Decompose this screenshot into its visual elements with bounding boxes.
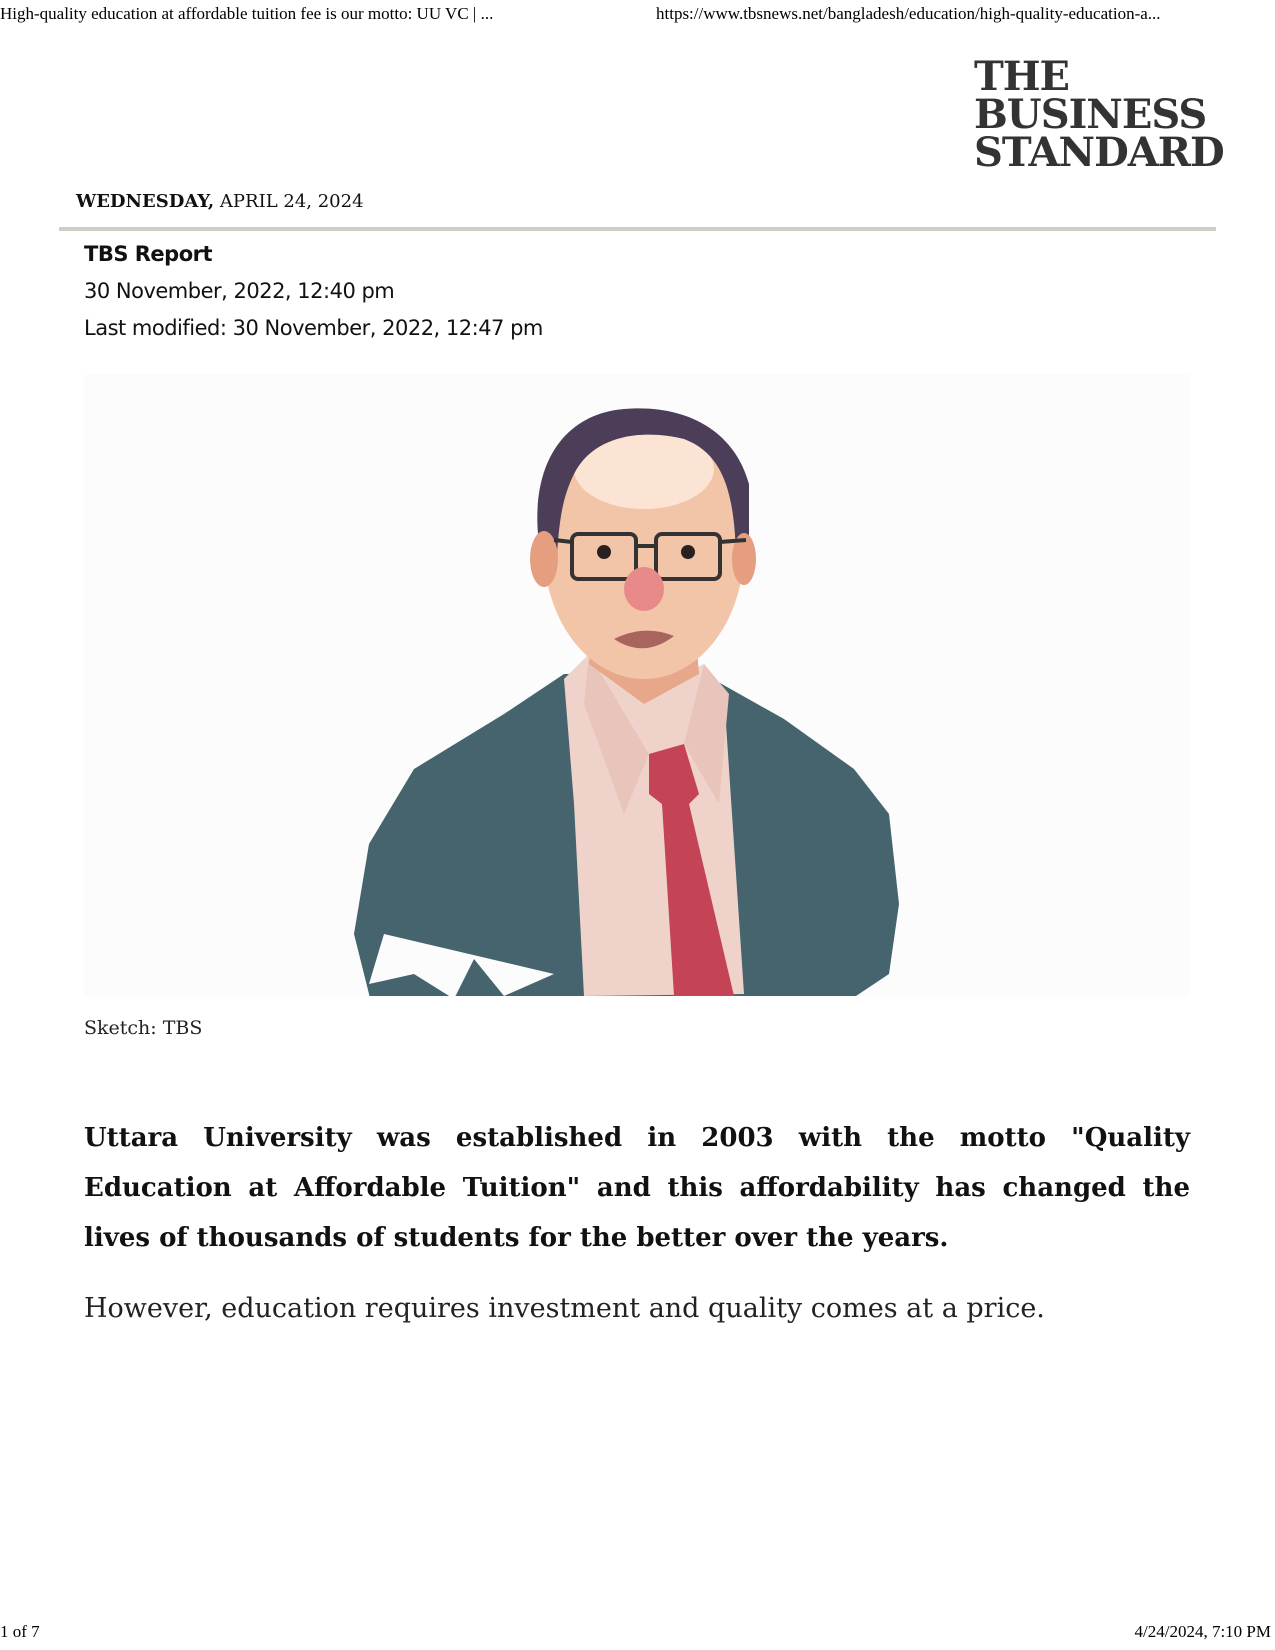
print-footer xyxy=(0,1622,1275,1646)
published-date: 30 November, 2022, 12:40 pm xyxy=(84,279,395,303)
page-count: 1 of 7 xyxy=(0,1622,40,1641)
image-caption: Sketch: TBS xyxy=(84,1017,203,1039)
article-paragraph: However, education requires investment and quality comes at a price. xyxy=(84,1293,1045,1324)
header-divider xyxy=(59,227,1216,231)
author: TBS Report xyxy=(84,242,213,266)
logo-line-standard: STANDARD xyxy=(974,129,1224,176)
print-timestamp: 4/24/2024, 7:10 PM xyxy=(1134,1622,1271,1641)
article-byline xyxy=(84,236,543,347)
logo-line-the: THE xyxy=(974,53,1070,100)
current-date xyxy=(76,191,364,212)
print-url: https://www.tbsnews.net/bangladesh/education/high-quality-education-a... xyxy=(656,4,1161,23)
date-day: WEDNESDAY, xyxy=(76,191,215,212)
article-lead: Uttara University was established in 2003 with the motto "Quality Education at Affordable Tuition" and this affordability has changed the lives of thousands of students for the better over the years. xyxy=(84,1123,1190,1253)
print-page-title: High-quality education at affordable tuition fee is our motto: UU VC | ... xyxy=(0,4,494,23)
print-header xyxy=(0,4,1275,28)
logo-line-business: BUSINESS xyxy=(974,91,1207,138)
date-rest: APRIL 24, 2024 xyxy=(214,191,364,212)
portrait-sketch-icon xyxy=(84,374,1190,996)
modified-date: Last modified: 30 November, 2022, 12:47 pm xyxy=(84,316,543,340)
site-logo[interactable] xyxy=(974,53,1224,176)
article-sketch-image xyxy=(84,374,1190,996)
